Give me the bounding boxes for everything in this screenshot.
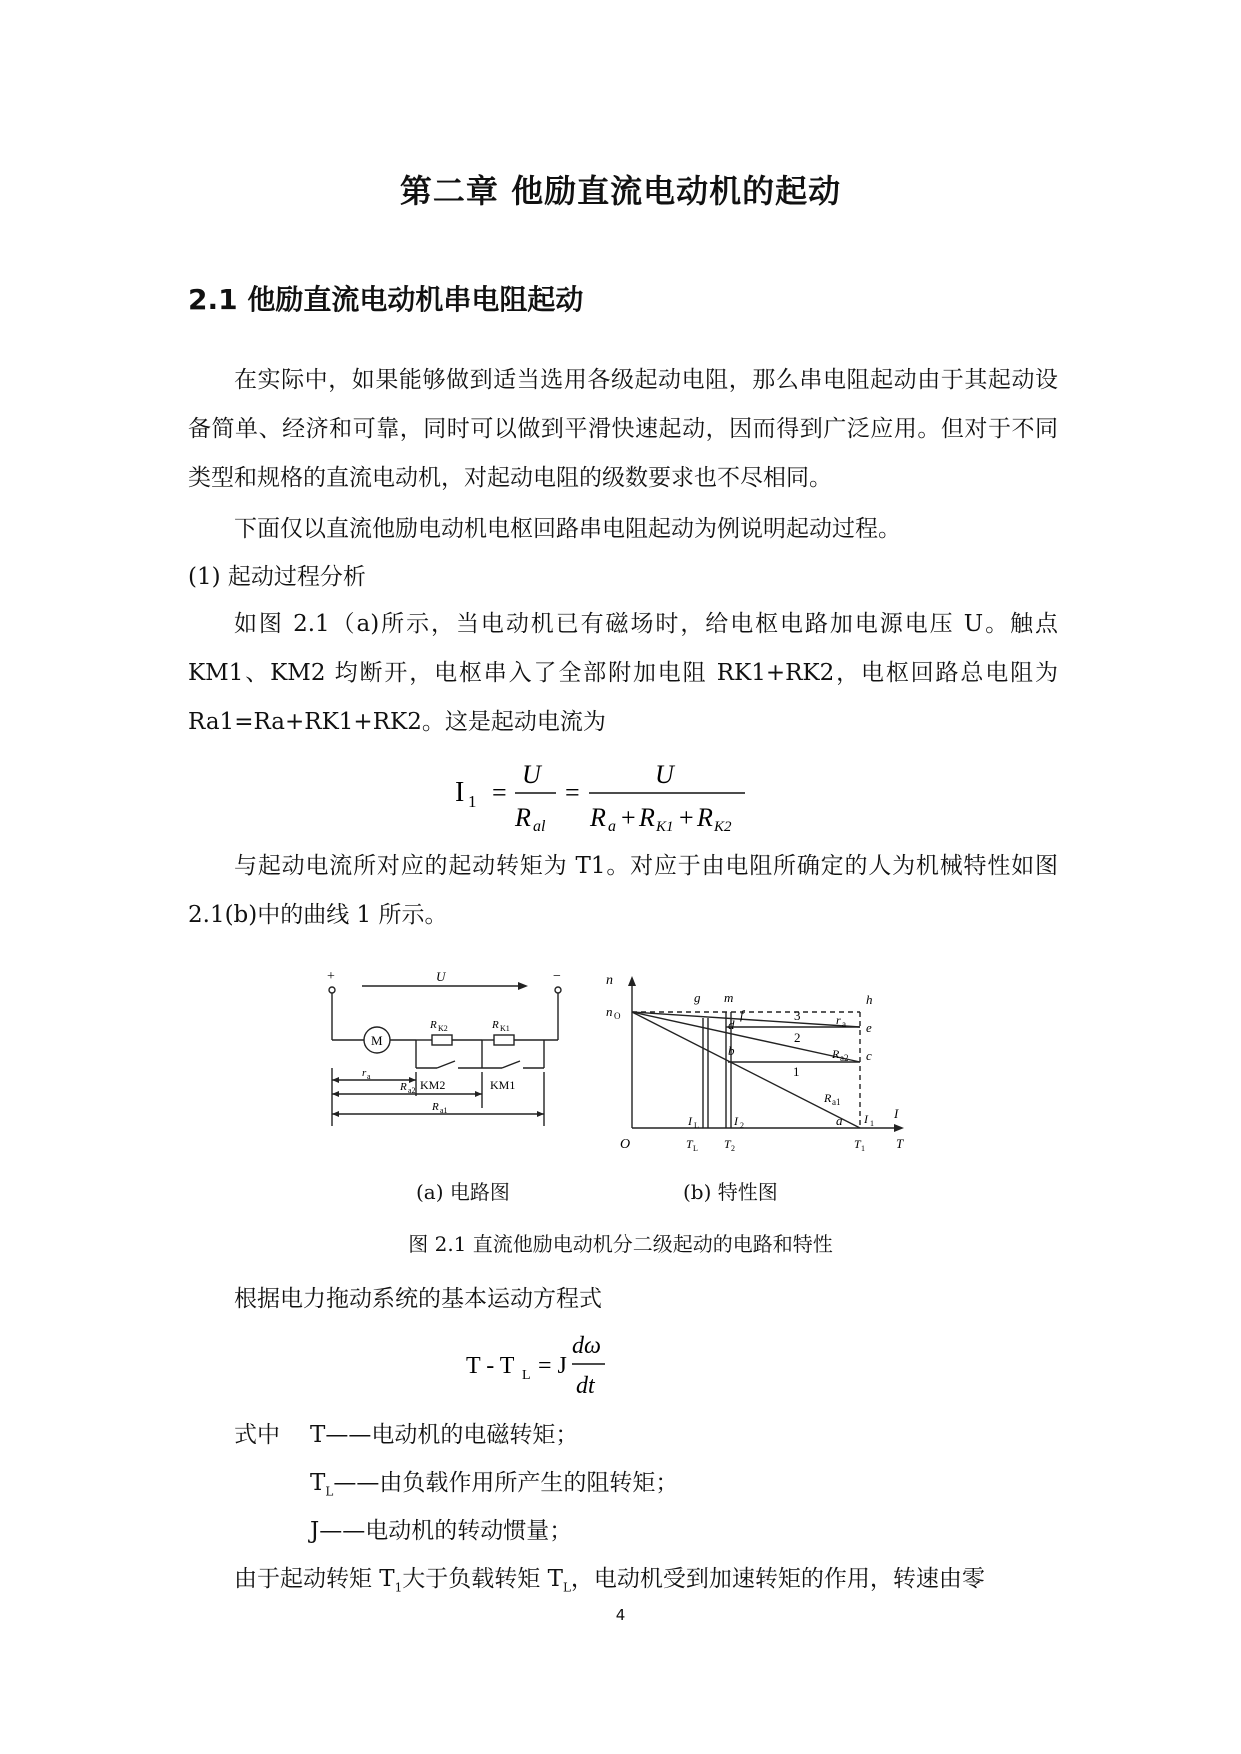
r-a2-sub: a2 bbox=[840, 1053, 849, 1063]
eq1-plus-2: + bbox=[679, 803, 694, 832]
equation-start-current bbox=[455, 755, 785, 833]
n0-label: n bbox=[606, 1004, 613, 1019]
n0-sub: O bbox=[614, 1011, 621, 1021]
paragraph-3: 如图 2.1（a)所示，当电动机已有磁场时，给电枢电路加电源电压 U。触点 KM1、KM2 均断开，电枢串入了全部附加电阻 RK1+RK2，电枢回路总电阻为 Ra1=Ra+RK1+RK2。这是起动电流为 bbox=[188, 611, 1058, 735]
curve-3-label: 3 bbox=[794, 1008, 801, 1023]
eq1-den1-sub: al bbox=[533, 818, 546, 833]
section-title: 2.1 他励直流电动机串电阻起动 bbox=[188, 283, 584, 316]
r-a2-label: R bbox=[832, 1047, 840, 1061]
curve-2-label: 2 bbox=[794, 1030, 801, 1045]
r-a1-label: R bbox=[824, 1091, 832, 1105]
curve-1-label: 1 bbox=[793, 1064, 800, 1079]
eq1-lhs: I bbox=[455, 777, 465, 808]
circuit-diagram bbox=[322, 968, 582, 1143]
i2-sub: 2 bbox=[740, 1121, 744, 1130]
motor-label: M bbox=[371, 1033, 383, 1048]
last-line-part-3: ，电动机受到加速转矩的作用，转速由零 bbox=[570, 1566, 985, 1592]
where-item-2-sub: L bbox=[325, 1484, 334, 1499]
eq1-den2-a: R bbox=[590, 803, 606, 832]
point-m: m bbox=[724, 990, 734, 1005]
where-item-3: J——电动机的转动惯量； bbox=[310, 1518, 573, 1544]
ra2-sub: a2 bbox=[408, 1086, 416, 1095]
eq2-equals-j: = J bbox=[538, 1353, 567, 1379]
t2-sub: 2 bbox=[731, 1144, 735, 1153]
ra2-label: R bbox=[400, 1081, 407, 1093]
tl-sub: L bbox=[693, 1144, 698, 1153]
eq1-den2-b-sub: K1 bbox=[656, 819, 674, 833]
eq2-num: dω bbox=[572, 1333, 601, 1359]
t2-label: T bbox=[724, 1137, 731, 1151]
eq1-num2: U bbox=[655, 760, 674, 789]
where-item-1: T——电动机的电磁转矩； bbox=[310, 1422, 579, 1448]
il-label: I bbox=[688, 1114, 692, 1128]
point-f: f bbox=[740, 1007, 744, 1022]
eq1-den1: R bbox=[515, 803, 531, 832]
point-d: d bbox=[728, 1017, 735, 1032]
eq2-den: dt bbox=[576, 1373, 595, 1399]
equation-motion bbox=[462, 1330, 622, 1402]
page-number: 4 bbox=[615, 1606, 626, 1624]
last-line-sub-2: L bbox=[562, 1580, 571, 1595]
rk1-label: R bbox=[492, 1019, 499, 1031]
eq1-num1: U bbox=[522, 760, 541, 789]
item-1-heading: (1) 起动过程分析 bbox=[188, 564, 366, 590]
rk2-sub: K2 bbox=[438, 1024, 448, 1033]
eq1-equals-2: = bbox=[565, 778, 580, 807]
tl-label: T bbox=[686, 1137, 693, 1151]
last-line-sub-1: 1 bbox=[394, 1580, 403, 1595]
paragraph-2: 下面仅以直流他励电动机电枢回路串电阻起动为例说明起动过程。 bbox=[234, 516, 901, 542]
eq1-lhs-sub: 1 bbox=[468, 792, 477, 811]
eq1-equals: = bbox=[492, 778, 507, 807]
voltage-label: U bbox=[436, 969, 446, 984]
eq2-lhs: T - T bbox=[466, 1353, 515, 1379]
eq1-den2-a-sub: a bbox=[608, 818, 616, 833]
paragraph-4: 与起动电流所对应的起动转矩为 T1。对应于由电阻所确定的人为机械特性如图 2.1(b)中的曲线 1 所示。 bbox=[188, 853, 1058, 928]
where-lead: 式中 bbox=[234, 1422, 280, 1448]
point-e: e bbox=[866, 1020, 872, 1035]
paragraph-5: 根据电力拖动系统的基本运动方程式 bbox=[234, 1286, 602, 1312]
il-sub: L bbox=[694, 1121, 699, 1130]
ra1-label: R bbox=[432, 1101, 439, 1113]
t-axis-label: T bbox=[896, 1136, 904, 1151]
minus-terminal: − bbox=[553, 969, 561, 984]
i1-sub: 1 bbox=[870, 1119, 874, 1128]
i1-label: I bbox=[864, 1112, 868, 1126]
where-item-2-rest: ——由负载作用所产生的阻转矩； bbox=[333, 1470, 679, 1496]
t1-sub: 1 bbox=[861, 1144, 865, 1153]
last-line-part-1: 由于起动转矩 T bbox=[234, 1566, 395, 1592]
point-b: b bbox=[728, 1043, 735, 1058]
ra1-sub: a1 bbox=[440, 1106, 448, 1115]
last-line bbox=[234, 1560, 985, 1595]
eq1-den2-c-sub: K2 bbox=[714, 819, 732, 833]
n-axis-label: n bbox=[606, 973, 613, 988]
rk2-label: R bbox=[430, 1019, 437, 1031]
rk1-sub: K1 bbox=[500, 1024, 510, 1033]
ra-sub: a bbox=[367, 1072, 371, 1081]
eq2-lhs-sub: L bbox=[522, 1368, 531, 1383]
km1-label: KM1 bbox=[490, 1078, 516, 1092]
characteristic-diagram bbox=[598, 968, 928, 1153]
i2-label: I bbox=[734, 1114, 738, 1128]
plus-terminal: + bbox=[327, 969, 335, 984]
i-axis-label: I bbox=[894, 1106, 899, 1121]
r-a-label: r bbox=[836, 1013, 841, 1027]
where-item-2-main: T bbox=[310, 1470, 326, 1496]
subcaption-b: (b) 特性图 bbox=[683, 1180, 778, 1204]
point-c: c bbox=[866, 1048, 872, 1063]
paragraph-1: 在实际中，如果能够做到适当选用各级起动电阻，那么串电阻起动由于其起动设备简单、经济和可靠，同时可以做到平滑快速起动，因而得到广泛应用。但对于不同类型和规格的直流电动机，对起动电阻的级数要求也不尽相同。 bbox=[188, 367, 1058, 491]
ra-label: r bbox=[362, 1067, 367, 1079]
chapter-title: 第二章 他励直流电动机的起动 bbox=[399, 172, 842, 210]
last-line-part-2: 大于负载转矩 T bbox=[402, 1566, 563, 1592]
figure-caption: 图 2.1 直流他励电动机分二级起动的电路和特性 bbox=[408, 1232, 833, 1256]
where-item-2 bbox=[310, 1464, 678, 1499]
km2-label: KM2 bbox=[420, 1078, 446, 1092]
r-a1-sub: a1 bbox=[832, 1097, 841, 1107]
r-a-sub: a bbox=[842, 1019, 846, 1029]
t1-label: T bbox=[854, 1137, 861, 1151]
point-a: a bbox=[836, 1113, 843, 1128]
origin-label: O bbox=[620, 1137, 631, 1152]
point-h: h bbox=[866, 992, 873, 1007]
point-g: g bbox=[694, 990, 701, 1005]
eq1-plus-1: + bbox=[621, 803, 636, 832]
subcaption-a: (a) 电路图 bbox=[416, 1180, 510, 1204]
eq1-den2-b: R bbox=[639, 803, 655, 832]
eq1-den2-c: R bbox=[697, 803, 713, 832]
